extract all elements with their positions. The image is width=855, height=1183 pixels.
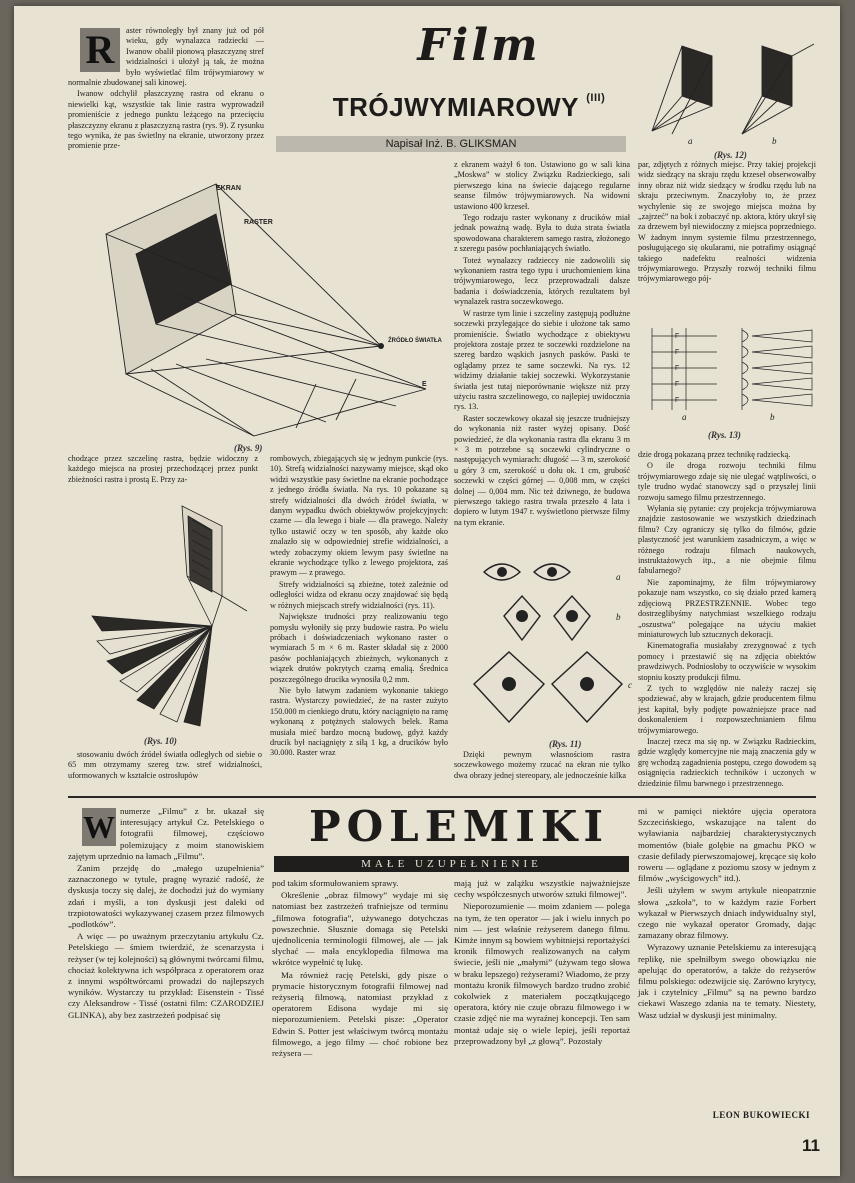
byline: Napisał Inż. B. GLIKSMAN [276,136,626,152]
label-b-13: b [770,412,775,422]
article-title: Film [417,20,541,71]
polemiki-col2: pod takim sformułowaniem sprawy. Określenie „obraz filmowy” wydaje mi się natomiast bez zastrzeżeń trafniejsze od terminu „filmowa fotografia”, używanego dotychczas powszechnie. Słusznie domaga się Petelski ujednolicenia terminologii filmowej, ale — jak słychać — mała encyklopedia filmowa ma wkrótce wypełnić tę lukę. Ma również rację Petelski, gdy pisze o prymacie historycznym fotografii filmowej nad reżyserią filmową, natomiast przykład z operatorem Edisona wydaje mi się nieporozumieniem. Petelski pisze: „Operator Edwin S. Potter jest właściwym twórcą montażu filmowego, a jego filmy — choć robione bez reżysera — [272,878,448,1059]
svg-text:F: F [675,365,680,372]
figure-rys-13 [642,322,820,422]
label-a-13: a [682,412,687,422]
label-zrodlo-swiatla: ŹRÓDŁO ŚWIATŁA [388,338,442,344]
figure-rys-9 [66,174,446,442]
label-raster: RASTER [244,219,273,226]
caption-rys-12: (Rys. 12) [714,150,747,160]
polemiki-col4: mi w pamięci niektóre ujęcia operatora Szczecińskiego, wskazujące na talent do wyławiania najbardziej charakterystycznych momentów (białe golębie na gmachu PKO w czasie defilady pierwszomajowej, kręcące się koło roweru — oglądane z poziomu szosy w jednym z filmów „wyścigowych” itd.). Jeśli użyłem w swym artykule nieopatrznie słowa „szkoła”, to w każdym razie Forbert wykazał w Pierwszych dniach indywidualny styl, czego nie wykazał operator Gromady, dając zamazany obraz filmowy. Wyrazowy uznanie Petelskiemu za interesującą replikę, nie spełniłbym swego obowiązku nie apelując do operatorów, a także do reżyserów filmu polskiego: odezwijcie się. Zarówno krytycy, jak i czytelnicy „Filmu” są na pewno bardzo ciekawi Waszego zdania na te tematy. Niestety, Wasz udział w dyskusji jest minimalny. [638,806,816,1020]
section-divider [68,796,816,798]
label-c: c [628,680,632,690]
label-a-12: a [688,136,693,146]
author-signature: LEON BUKOWIECKI [712,1110,810,1120]
article-col4-top: par, zdjętych z różnych miejsc. Przy takiej projekcji widz siedzący na skraju rzędu krzeseł obserwowałby inny obraz niż widz siedzący w środku rzędu lub na skraju przeciwnym. Znaczyłoby to, że przez wychylenie się ze swojego miejsca można by „zajrzeć” na bok i zobaczyć np. aktora, który ukrył się za drzewem był niewidoczny z miejsca poprzedniego. W żadnym innym systemie filmu przestrzennego, posługującego się okularami, nie potrafimy osiągnąć takiego nadefektu realności widzenia trójwymiarowego. Przyszły rozwój techniki filmu trójwymiarowego pój- [638,160,816,284]
article-col4-bottom: dzie drogą pokazaną przez technikę radziecką. O ile droga rozwoju techniki filmu trójwymiarowego zdaje się nie ulegać wątpliwości, o tyle trudno wydać stanowczy sąd o przyszłej linii rozwoju samego filmu przestrzennego. Wyłania się pytanie: czy projekcja trójwymiarowa znajdzie zastosowanie we wszystkich dziedzinach filmu? Czy ograniczy się tylko do filmów, gdzie plastyczność jest warunkiem zasadniczym, a więc w różnego rodzaju filmach naukowych, instruktażowych itp., a nie obejmie filmu fabularnego? Nie zapominajmy, że film trójwymiarowy pokazuje nam wszystko, co się działo przed kamerą zdjęciową PRZESTRZENNIE. Wobec tego dostrzeglibyśmy natychmiast wszelkiego rodzaju „oszustwa” polegające na użyciu makiet miniaturowych lub sztucznych dekoracji. Kinematografia musiałaby zrezygnować z tych pomocy i przestawić się na zdjęcia obiektów prawdziwych. Podniosłoby to oczywiście w wysokim stopniu koszty produkcji filmu. Z tych to względów nie należy raczej się spodziewać, aby w krajach, gdzie producentem filmu jest kapitał, były podjęte poważniejsze prace nad doskonaleniem i rozpowszechnianiem filmu trójwymiarowego. Inaczej rzecz ma się np. w Związku Radzieckim, gdzie względy komercyjne nie mają znaczenia gdy w grę wchodzą zagadnienia postępu, czego dowodem są osiągnięcia radzieckich techników i uczonych w dziedzinie filmu barwnego i przestrzennego. [638,450,816,788]
label-b: b [616,612,621,622]
svg-text:F: F [675,381,680,388]
polemiki-title: POLEMIKI [309,802,609,851]
article-subtitle: TRÓJWYMIAROWY $^{(III)}$ [332,92,606,122]
svg-text:F: F [675,397,680,404]
caption-rys-13: (Rys. 13) [708,430,741,440]
polemiki-subtitle: MAŁE UZUPEŁNIENIE [274,856,629,872]
part-number: (III) [586,92,606,104]
page-number: 11 [802,1136,820,1155]
figure-rys-11 [464,554,634,739]
caption-rys-9: (Rys. 9) [234,443,263,453]
drop-cap-w: W [83,809,115,845]
drop-cap-r: R [80,28,120,72]
caption-rys-10: (Rys. 10) [144,736,177,746]
caption-rys-11: (Rys. 11) [549,739,582,749]
article-col3-foot: Dzięki pewnym własnościom rastra soczewkowego możemy rzucać na ekran nie tylko dwa obrazy jednej stereopary, ale jednocześnie kilka [454,750,630,780]
article-col2: rombowych, zbiegających się w jednym punkcie (rys. 10). Strefą widzialności nazywamy miejsce, skąd oko widzi wszystkie pasy świetlne na ekranie pochodzące z jednego źródła światła. Na rys. 10 pokazane są strefy widzialności dla dwóch źródeł światła, w danym wypadku dwóch obiektywów projekcyjnych: czarne — dla lewego i białe — dla prawego. Należy tylko ustawić oczy w ten sposób, aby każde oko znalazło się w odpowiedniej strefie widzialności, a wtedy zobaczymy okiem lewym pasy świetlne na ekranie wychodzące tylko z lewego projektora, zaś prawym — z prawego. Strefy widzialności są zbieżne, toteż zależnie od odległości widza od ekranu oczy znajdować się będą w różnych miejscach strefy widzialności (rys. 11). Największe trudności przy realizowaniu tego pomysłu wyłoniły się przy budowie rastra. Po wielu próbach i doświadczeniach wykonano raster o wymiarach 5 m × 6 m. Raster składał się z 2000 pasów pochłaniających zbieżnych, wykonanych z wiązek drutów pokrytych czarną emalią. Średnica poszczególnego drucika wynosiła 0,2 mm. Nie było łatwym zadaniem wykonanie takiego rastra. Wystarczy powiedzieć, że na raster zużyto 150.000 m cienkiego drutu, który naciągnięto na ramę wykonaną z potężnych stalowych belek. Rama musiała mieć bardzo mocną budowę, gdyż każdy drucik był naciągnięty z siłą 1 kg, a drucików było 30.000. Raster wraz [270,454,448,758]
label-ekran: EKRAN [216,185,241,192]
label-a: a [616,572,621,582]
magazine-page [14,6,840,1176]
article-col1-top: aster równoległy był znany już od pół wieku, gdy wynalazca radziecki — Iwanow obalił pionową płaszczyznę stref widzialności i ułożył ją tak, że można było wyświetlać film trójwymiarowy w normalnie zbudowanej sali kinowej. Iwanow odchylił płaszczyznę rastra od ekranu o niewielki kąt, wszystkie tak linie rastra wyprowadził promieniście z jednego punktu leżącego na przecięciu płaszczyzny ekranu z płaszczyzną rastra (rys. 9). Z rysunku tego wynika, że pas świetlny na ekranie, utworzony przez promienie prze- [68,26,264,151]
article-col1-foot: stosowaniu dwóch źródeł światła odległych od siebie o 65 mm otrzymamy szereg tzw. stref widzialności, uformowanych w kształcie ostrosłupów [68,750,262,780]
figure-rys-12 [642,36,820,146]
figure-rys-10 [72,496,252,731]
label-b-12: b [772,136,777,146]
light-source-dot [378,343,384,349]
svg-text:F: F [675,349,680,356]
label-f: F [675,333,680,340]
label-e: E [422,381,427,388]
polemiki-col3: mają już w zalążku wszystkie najważniejsze cechy współczesnych utworów sztuki filmowej”. Nieporozumienie — moim zdaniem — polega na tym, że ten operator — jak i wielu innych po nim — jest właśnie reżyserem danego filmu. Kimże innym są bowiem wybitniejsi reportażyści kronik filmowych realizowanych na całym świecie, jeśli nie „małymi” (używam tego słowa w braku lepszego) reżyserami? Wiadomo, że przy montażu kronik filmowych bardzo trudno zrobić cokolwiek z materiałem początkującego operatora, który nie czuje obrazu filmowego i w czasie zdjęć nie ma wyraźnej koncepcji. Ten sam montaż udaje się o wiele lepiej, jeśli reportaż przeprowadzony był „z głową”. Pozostały [454,878,630,1046]
polemiki-col1: numerze „Filmu” z br. ukazał się interesujący artykuł Cz. Petelskiego o fotografii filmowej, częściowo polemizujący z moim stanowiskiem zajętym uprzednio na łamach „Filmu”. Zanim przejdę do „małego uzupełnienia” zaznaczonego w tytule, pragnę wyrazić radość, że dyskusja toczy się dalej, że dochodzi już do wymiany zdań i myśli, a ton dyskusji jest daleki od trzpiotowatości wykazywanej czasem przez filmowych „podlotków”. A więc — po uważnym przeczytaniu artykułu Cz. Petelskiego — śmiem twierdzić, że scenarzysta i reżyser (w tej kolejności) są głównymi twórcami filmu, chociaż kolektywna ich współpraca z operatorem oraz z innymi współtwórcami prowadzi do najlepszych wyników. Wystarczy tu przykład: Eisenstein - Tissé czy Aleksandrow - Tissé (ostatni film: CZARODZIEJ GLINKA), aby bez zastrzeżeń podpisać się [68,806,264,1020]
article-col3: z ekranem ważył 6 ton. Ustawiono go w sali kina „Moskwa” w stolicy Związku Radzieckiego, sali pierwszego kina na świecie dającego regularne seanse filmów trójwymiarowych. Na widowni ustawiono 400 krzeseł. Tego rodzaju raster wykonany z drucików miał jednak poważną wadę. Była to duża strata światła spowodowana charakterem samego rastra, złożonego z szeregu pasów pochłaniających światło. Toteż wynalazcy radzieccy nie zadowolili się wykonaniem rastra tego typu i uruchomieniem kina trójwymiarowego, lecz przeprowadzali dalsze badania i doświadczenia, których rezultatem był wynalazek rastra soczewkowego. W rastrze tym linie i szczeliny zastępują podłużne soczewki przylegające do siebie i ułożone tak samo promieniście. Światło wychodzące z obiektywu projektora zostaje przez te soczewki rozdzielone na szereg bardzo wąskich jasnych pasków. Paski te oglądamy przez te same soczewki. Na rys. 12 widzimy działanie takiej soczewki. Wykorzystanie światła jest tutaj nieporównanie większe niż przy użyciu rastra szczelinowego, co najlepiej uwidocznia rys. 13. Raster soczewkowy okazał się jeszcze trudniejszy do wykonania niż raster wyżej opisany. Dość powiedzieć, że dla wykonania rastra dla ekranu 3 m × 3 m potrzebne są soczewki cylindryczne o następujących wymiarach: długość — 3 m, szerokość u góry 3 cm, szerokość u dołu ok. 1 cm, grubość soczewki w części górnej — 0,008 mm, w części dolnej — 0,004 mm. Nic też dziwnego, że budowa pierwszego takiego rastra trwała przeszło 4 lata i dopiero w lutym 1947 r. wyświetlono pierwsze filmy na tym ekranie. [454,160,630,527]
article-col1-bottom: chodzące przez szczelinę rastra, będzie widoczny z każdego miejsca na prostej przechodzącej przez punkt zbieżności rastra i prostą E. Przy za- [68,454,258,484]
